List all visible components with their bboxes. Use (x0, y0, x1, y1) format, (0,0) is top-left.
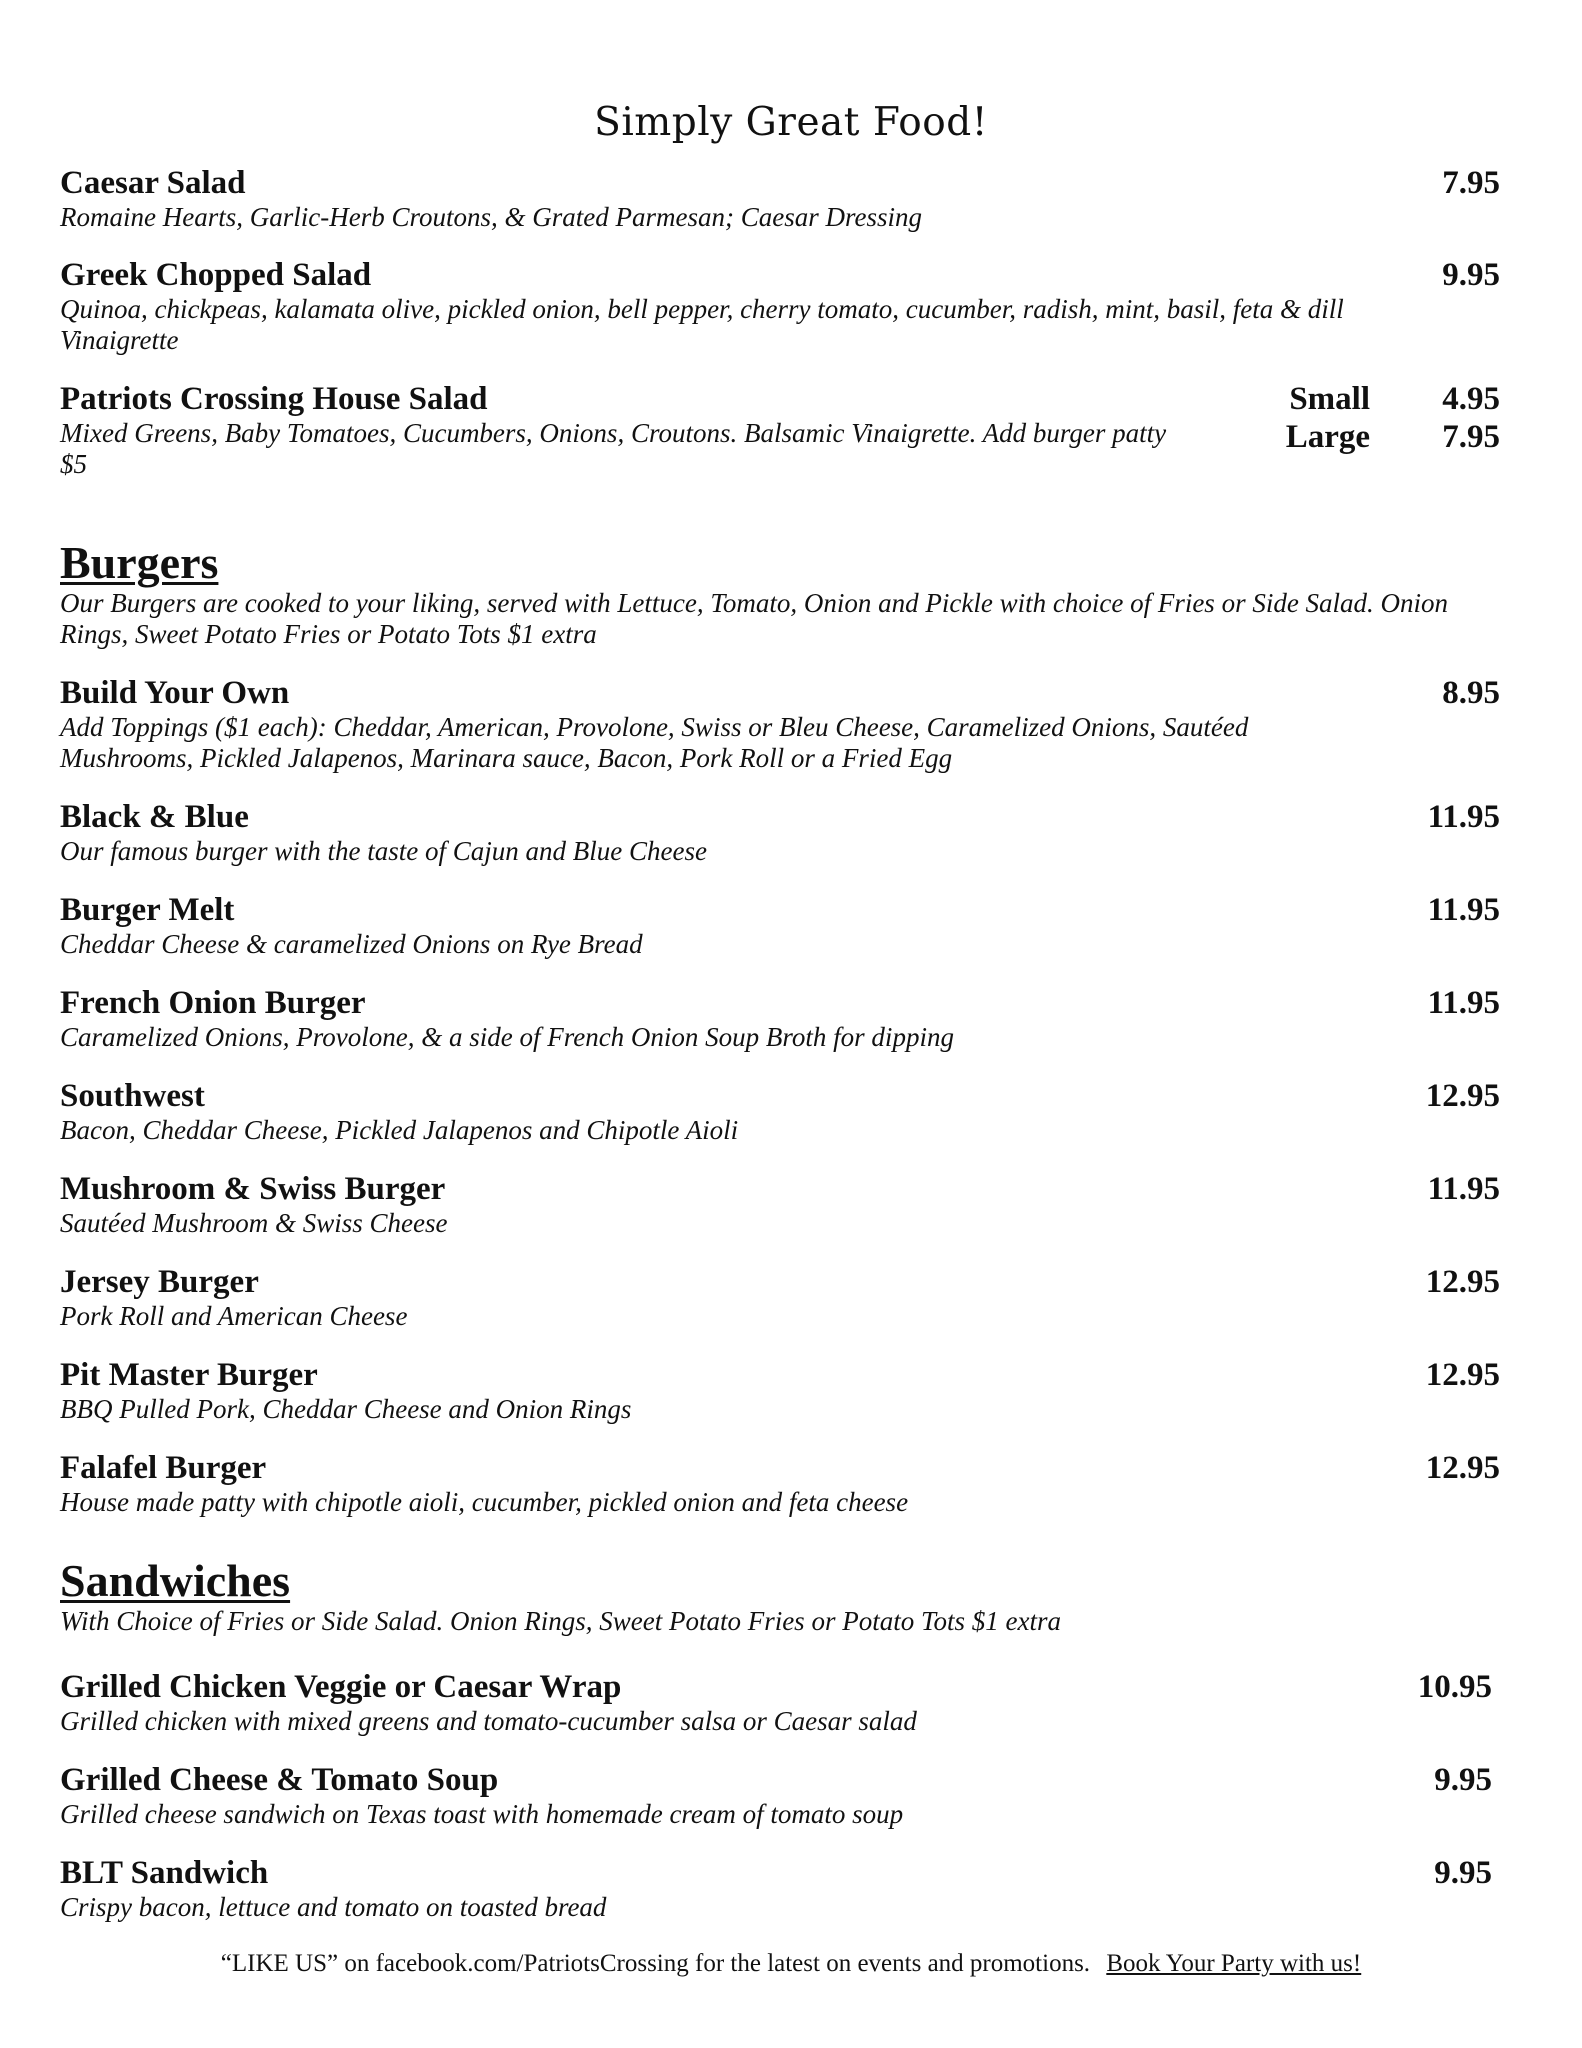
item-description: Caramelized Onions, Provolone, & a side of French Onion Soup Broth for dipping (60, 1022, 954, 1052)
item-name: Build Your Own (60, 675, 290, 711)
section-sandwiches (60, 1556, 1500, 1637)
menu-item-grilled-cheese-tomato-soup (60, 1761, 1500, 1830)
item-description: Mixed Greens, Baby Tomatoes, Cucumbers, Onions, Croutons. Balsamic Vinaigrette. Add burger patty $5 (60, 418, 1167, 479)
item-price: 9.95 (1442, 257, 1500, 293)
item-description: Cheddar Cheese & caramelized Onions on Rye Bread (60, 929, 643, 959)
section-note: With Choice of Fries or Side Salad. Onion Rings, Sweet Potato Fries or Potato Tots $1 extra (60, 1606, 1061, 1636)
page-title: Simply Great Food! (594, 100, 988, 145)
item-description: Grilled cheese sandwich on Texas toast with homemade cream of tomato soup (60, 1799, 904, 1829)
item-description: Add Toppings ($1 each): Cheddar, American, Provolone, Swiss or Bleu Cheese, Caramelized Onions, Sautéed Mushrooms, Pickled Jalapenos, Marinara sauce, Bacon, Pork Roll or a Fried Egg (60, 712, 1249, 773)
menu-item-house-salad (60, 380, 1500, 480)
item-price: 12.95 (1425, 1450, 1500, 1486)
item-name: BLT Sandwich (60, 1855, 269, 1891)
item-description: House made patty with chipotle aioli, cucumber, pickled onion and feta cheese (60, 1487, 909, 1517)
footer (0, 1950, 1582, 1978)
item-name: French Onion Burger (60, 985, 366, 1021)
item-name: Grilled Cheese & Tomato Soup (60, 1762, 499, 1798)
size-label-large: Large (1285, 419, 1370, 455)
section-title: Burgers (60, 537, 219, 588)
item-description: Crispy bacon, lettuce and tomato on toasted bread (60, 1892, 607, 1922)
size-price-large: 7.95 (1442, 419, 1500, 455)
menu-item-french-onion-burger (60, 984, 1500, 1053)
item-price: 7.95 (1442, 165, 1500, 201)
size-labels (1230, 380, 1370, 456)
item-name: Pit Master Burger (60, 1357, 318, 1393)
book-party-link[interactable]: Book Your Party with us! (1106, 1950, 1362, 1977)
item-price: 10.95 (1417, 1669, 1492, 1705)
item-name: Grilled Chicken Veggie or Caesar Wrap (60, 1669, 622, 1705)
menu-item-caesar-salad (60, 164, 1500, 233)
menu-item-greek-chopped-salad (60, 256, 1500, 356)
section-note: Our Burgers are cooked to your liking, served with Lettuce, Tomato, Onion and Pickle with choice of Fries or Side Salad. Onion Rings, Sweet Potato Fries or Potato Tots $1 extra (60, 588, 1449, 649)
menu-item-black-and-blue (60, 798, 1500, 867)
item-name: Greek Chopped Salad (60, 257, 372, 293)
menu-item-mushroom-swiss-burger (60, 1170, 1500, 1239)
menu-item-burger-melt (60, 891, 1500, 960)
item-price: 9.95 (1434, 1762, 1492, 1798)
item-price: 11.95 (1427, 985, 1500, 1021)
menu-item-southwest (60, 1077, 1500, 1146)
size-prices (1380, 380, 1500, 456)
item-description: Grilled chicken with mixed greens and tomato-cucumber salsa or Caesar salad (60, 1706, 917, 1736)
item-name: Burger Melt (60, 892, 235, 928)
item-name: Caesar Salad (60, 165, 246, 201)
menu-item-chicken-wrap (60, 1668, 1500, 1737)
size-price-small: 4.95 (1442, 381, 1500, 417)
item-price: 12.95 (1425, 1264, 1500, 1300)
item-price: 12.95 (1425, 1357, 1500, 1393)
menu-item-blt-sandwich (60, 1854, 1500, 1923)
menu-item-falafel-burger (60, 1449, 1500, 1518)
item-description: Our famous burger with the taste of Cajun and Blue Cheese (60, 836, 707, 866)
item-name: Falafel Burger (60, 1450, 267, 1486)
footer-text: “LIKE US” on facebook.com/PatriotsCrossing for the latest on events and promotions. (220, 1950, 1091, 1977)
item-price: 12.95 (1425, 1078, 1500, 1114)
item-name: Black & Blue (60, 799, 249, 835)
section-title: Sandwiches (60, 1555, 291, 1606)
item-description: Quinoa, chickpeas, kalamata olive, pickled onion, bell pepper, cherry tomato, cucumber, radish, mint, basil, feta & dill Vinaigrette (60, 294, 1344, 355)
item-price: 11.95 (1427, 799, 1500, 835)
item-price: 11.95 (1427, 1171, 1500, 1207)
item-price: 11.95 (1427, 892, 1500, 928)
size-label-small: Small (1289, 381, 1370, 417)
item-description: Sautéed Mushroom & Swiss Cheese (60, 1208, 448, 1238)
item-name: Patriots Crossing House Salad (60, 381, 488, 417)
item-price: 8.95 (1442, 675, 1500, 711)
menu-item-jersey-burger (60, 1263, 1500, 1332)
item-description: BBQ Pulled Pork, Cheddar Cheese and Onion Rings (60, 1394, 632, 1424)
section-burgers (60, 538, 1500, 650)
item-name: Jersey Burger (60, 1264, 259, 1300)
item-name: Mushroom & Swiss Burger (60, 1171, 446, 1207)
menu-item-build-your-own (60, 674, 1500, 774)
menu-item-pit-master-burger (60, 1356, 1500, 1425)
item-description: Romaine Hearts, Garlic-Herb Croutons, & Grated Parmesan; Caesar Dressing (60, 202, 922, 232)
item-name: Southwest (60, 1078, 205, 1114)
item-price: 9.95 (1434, 1855, 1492, 1891)
item-description: Bacon, Cheddar Cheese, Pickled Jalapenos and Chipotle Aioli (60, 1115, 739, 1145)
item-description: Pork Roll and American Cheese (60, 1301, 408, 1331)
